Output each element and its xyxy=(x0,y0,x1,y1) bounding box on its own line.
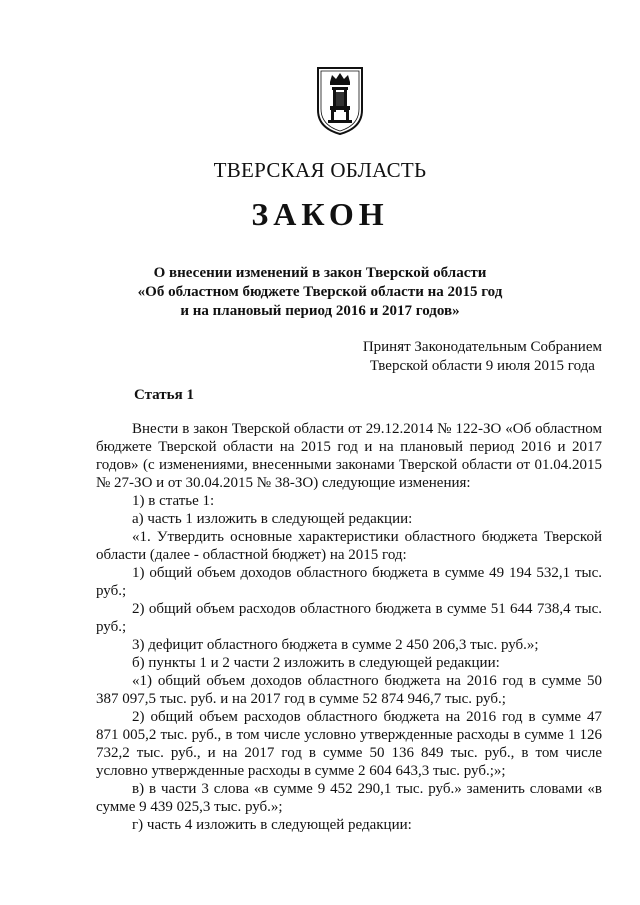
subject-line: О внесении изменений в закон Тверской области xyxy=(153,265,487,281)
document-type-title: ЗАКОН xyxy=(251,196,389,232)
paragraph: Внести в закон Тверской области от 29.12.2014 № 122-ЗО «Об областном бюджете Тверской области на 2015 год и на плановый период 2016 и 2017 годов» (с изменениями, внесенными законами Тверской области от 01.04.2015 № 27-ЗО и от 30.04.2015 № 38-ЗО) следующие изменения: xyxy=(96,421,602,491)
paragraph: в) в части 3 слова «в сумме 9 452 290,1 тыс. руб.» заменить словами «в сумме 9 439 025,3 тыс. руб.»; xyxy=(96,781,602,815)
law-subject xyxy=(0,264,640,321)
paragraph: 3) дефицит областного бюджета в сумме 2 450 206,3 тыс. руб.»; xyxy=(132,637,539,653)
paragraph: 1) в статье 1: xyxy=(132,493,215,509)
paragraph: г) часть 4 изложить в следующей редакции: xyxy=(132,817,412,833)
coat-of-arms-icon xyxy=(316,66,364,136)
subject-line: «Об областном бюджете Тверской области на 2015 год xyxy=(137,284,503,300)
article-title: Статья 1 xyxy=(134,387,194,403)
adoption-note xyxy=(363,338,602,376)
paragraph: «1) общий объем доходов областного бюджета на 2016 год в сумме 50 387 097,5 тыс. руб. и на 2017 год в сумме 52 874 946,7 тыс. руб.; xyxy=(96,673,602,707)
paragraph: а) часть 1 изложить в следующей редакции: xyxy=(132,511,413,527)
paragraph: б) пункты 1 и 2 части 2 изложить в следующей редакции: xyxy=(132,655,500,671)
paragraph: «1. Утвердить основные характеристики областного бюджета Тверской области (далее - областной бюджет) на 2015 год: xyxy=(96,529,602,563)
article-body xyxy=(96,420,602,834)
subject-line: и на плановый период 2016 и 2017 годов» xyxy=(180,303,460,319)
paragraph: 2) общий объем расходов областного бюджета на 2016 год в сумме 47 871 005,2 тыс. руб., в том числе условно утвержденные расходы в сумме 1 126 732,2 тыс. руб., и на 2017 год в сумме 50 136 849 тыс. руб., в том числе условно утвержденные расходы в сумме 2 604 643,3 тыс. руб.;»; xyxy=(96,709,602,779)
adoption-line: Принят Законодательным Собранием xyxy=(362,339,602,355)
paragraph: 2) общий объем расходов областного бюджета в сумме 51 644 738,4 тыс. руб.; xyxy=(96,601,602,635)
paragraph: 1) общий объем доходов областного бюджета в сумме 49 194 532,1 тыс. руб.; xyxy=(96,565,602,599)
region-name: ТВЕРСКАЯ ОБЛАСТЬ xyxy=(213,158,427,182)
adoption-line: Тверской области 9 июля 2015 года xyxy=(369,358,595,374)
